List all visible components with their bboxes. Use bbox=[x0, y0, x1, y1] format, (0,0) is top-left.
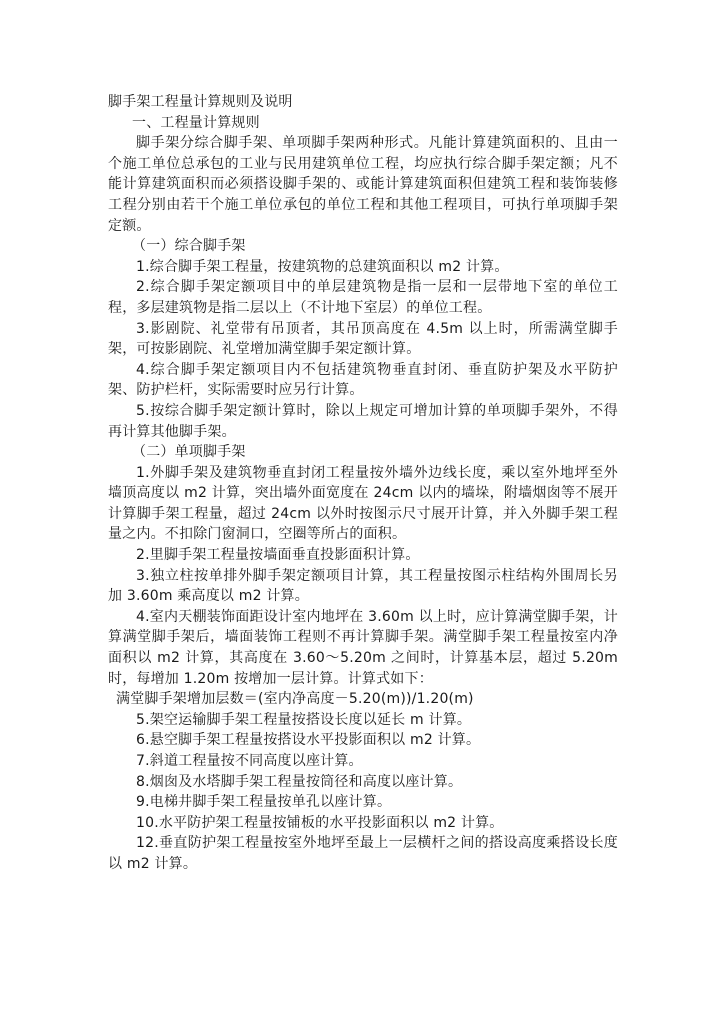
single-rule-9: 9.电梯井脚手架工程量按单孔以座计算。 bbox=[136, 794, 392, 811]
comprehensive-rule-1: 1.综合脚手架工程量，按建筑物的总建筑面积以 m2 计算。 bbox=[136, 258, 509, 275]
single-rule-10: 10.水平防护架工程量按铺板的水平投影面积以 m2 计算。 bbox=[136, 814, 504, 831]
document-title: 脚手架工程量计算规则及说明 bbox=[108, 94, 293, 110]
comprehensive-rule-5: 5.按综合脚手架定额计算时，除以上规定可增加计算的单项脚手架外，不得再计算其他脚手架。 bbox=[108, 402, 618, 440]
subsection-heading-single: （二）单项脚手架 bbox=[132, 444, 246, 461]
comprehensive-rule-3: 3.影剧院、礼堂带有吊顶者，其吊顶高度在 4.5m 以上时，所需满堂脚手架，可按影剧院、礼堂增加满堂脚手架定额计算。 bbox=[108, 320, 618, 358]
subsection-heading-comprehensive: （一）综合脚手架 bbox=[132, 238, 246, 255]
comprehensive-rule-2: 2.综合脚手架定额项目中的单层建筑物是指一层和一层带地下室的单位工程，多层建筑物是指二层以上（不计地下室层）的单位工程。 bbox=[108, 279, 618, 316]
single-rule-7: 7.斜道工程量按不同高度以座计算。 bbox=[136, 753, 363, 769]
single-rule-4: 4.室内天棚装饰面距设计室内地坪在 3.60m 以上时，应计算满堂脚手架，计算满堂脚手架后，墙面装饰工程则不再计算脚手架。满堂脚手架工程量按室内净面积以 m2 计算，其高度在 3.60～5.20m 之间时，计算基本层，超过 5.20m 时，每增加 1.20m 按增加一层计算。计算式如下： bbox=[108, 608, 618, 687]
single-rule-6: 6.悬空脚手架工程量按搭设水平投影面积以 m2 计算。 bbox=[136, 732, 481, 749]
single-rule-5: 5.架空运输脚手架工程量按搭设长度以延长 m 计算。 bbox=[136, 711, 472, 728]
single-rule-12: 12.垂直防护架工程量按室外地坪至最上一层横杆之间的搭设高度乘搭设长度以 m2 计算。 bbox=[108, 835, 618, 872]
intro-paragraph: 脚手架分综合脚手架、单项脚手架两种形式。凡能计算建筑面积的、且由一个施工单位总承包的工业与民用建筑单位工程，均应执行综合脚手架定额；凡不能计算建筑面积而必须搭设脚手架的、或能计算建筑面积但建筑工程和装饰装修工程分别由若干个施工单位承包的单位工程和其他工程项目，可执行单项脚手架定额。 bbox=[108, 135, 618, 234]
formula-line: 满堂脚手架增加层数＝(室内净高度－5.20(m))/1.20(m) bbox=[116, 691, 474, 708]
section-heading-rules: 一、工程量计算规则 bbox=[132, 114, 260, 131]
comprehensive-rule-4: 4.综合脚手架定额项目内不包括建筑物垂直封闭、垂直防护架及水平防护架、防护栏杆，实际需要时应另行计算。 bbox=[108, 361, 618, 399]
single-rule-2: 2.里脚手架工程量按墙面垂直投影面积计算。 bbox=[136, 547, 420, 564]
document-body bbox=[108, 92, 618, 875]
single-rule-8: 8.烟囱及水塔脚手架工程量按筒径和高度以座计算。 bbox=[136, 773, 463, 790]
single-rule-1: 1.外脚手架及建筑物垂直封闭工程量按外墙外边线长度，乘以室外地坪至外墙顶高度以 m2 计算，突出墙外面宽度在 24cm 以内的墙垛，附墙烟囱等不展开计算脚手架工程量，超过 24cm 以外时按图示尺寸展开计算，并入外脚手架工程量之内。不扣除门窗洞口，空圈等所占的面积。 bbox=[108, 464, 618, 543]
single-rule-3: 3.独立柱按单排外脚手架定额项目计算，其工程量按图示柱结构外围周长另加 3.60m 乘高度以 m2 计算。 bbox=[108, 567, 618, 605]
